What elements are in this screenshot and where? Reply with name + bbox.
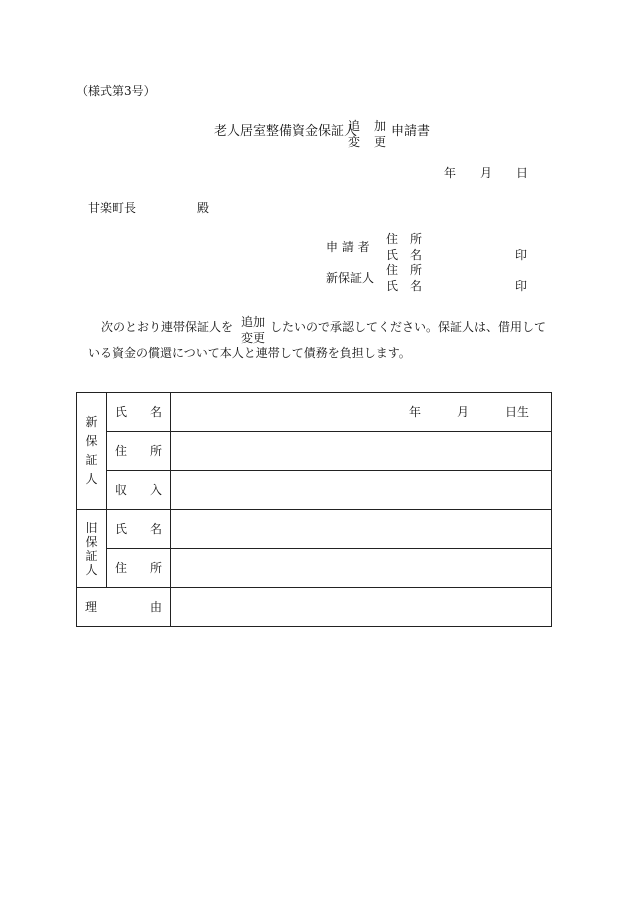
reason-field[interactable] [171, 588, 552, 627]
new-guarantor-name-field[interactable] [171, 393, 552, 432]
old-guarantor-address-field[interactable] [171, 549, 552, 588]
reason-header: 理 由 [77, 588, 171, 627]
body-text-line1-end: したいので承認してください。保証人は、借用して [270, 320, 547, 334]
old-guarantor-name-header: 氏 名 [107, 510, 171, 549]
birth-year-label: 年 [409, 405, 422, 419]
date-month-label: 月 [480, 166, 493, 180]
new-guarantor-name-header: 氏 名 [107, 393, 171, 432]
new-guarantor-name-label: 氏 名 [386, 279, 423, 293]
new-guarantor-address-field[interactable] [171, 432, 552, 471]
form-title-suffix: 申請書 [391, 124, 431, 139]
new-guarantor-address-header: 住 所 [107, 432, 171, 471]
body-text-line2: いる資金の償還について本人と連帯して債務を負担します。 [88, 346, 411, 360]
body-option-selector [241, 314, 265, 346]
new-guarantor-address-label: 住 所 [386, 263, 423, 277]
new-guarantor-label: 新保証人 [326, 271, 375, 285]
old-guarantor-section-label: 旧 保 証 人 [77, 510, 107, 588]
new-guarantor-income-header: 収 入 [107, 471, 171, 510]
new-guarantor-section-label: 新 保 証 人 [77, 393, 107, 510]
applicant-seal-mark: 印 [515, 248, 528, 262]
applicant-label: 申 請 者 [326, 240, 370, 254]
old-guarantor-address-header: 住 所 [107, 549, 171, 588]
new-guarantor-income-field[interactable] [171, 471, 552, 510]
date-day-label: 日 [516, 166, 529, 180]
body-text-line1-start: 次のとおり連帯保証人を [101, 320, 234, 334]
guarantor-table [76, 392, 552, 627]
old-guarantor-name-field[interactable] [171, 510, 552, 549]
body-option-add: 追加 [241, 315, 266, 329]
body-option-change: 変更 [241, 331, 266, 345]
new-guarantor-seal-mark: 印 [515, 279, 528, 293]
form-title: 老人居室整備資金保証人 [214, 124, 358, 139]
applicant-name-label: 氏 名 [386, 248, 423, 262]
addressee-name: 甘楽町長 [88, 201, 137, 215]
date-year-label: 年 [444, 166, 457, 180]
title-option-add: 追加 [348, 119, 401, 133]
form-number: （様式第3号） [76, 84, 156, 98]
birth-month-label: 月 [457, 405, 470, 419]
applicant-address-label: 住 所 [386, 232, 423, 246]
birth-day-label: 日生 [505, 405, 530, 419]
addressee-honorific: 殿 [197, 201, 210, 215]
title-option-change: 変更 [348, 135, 401, 149]
